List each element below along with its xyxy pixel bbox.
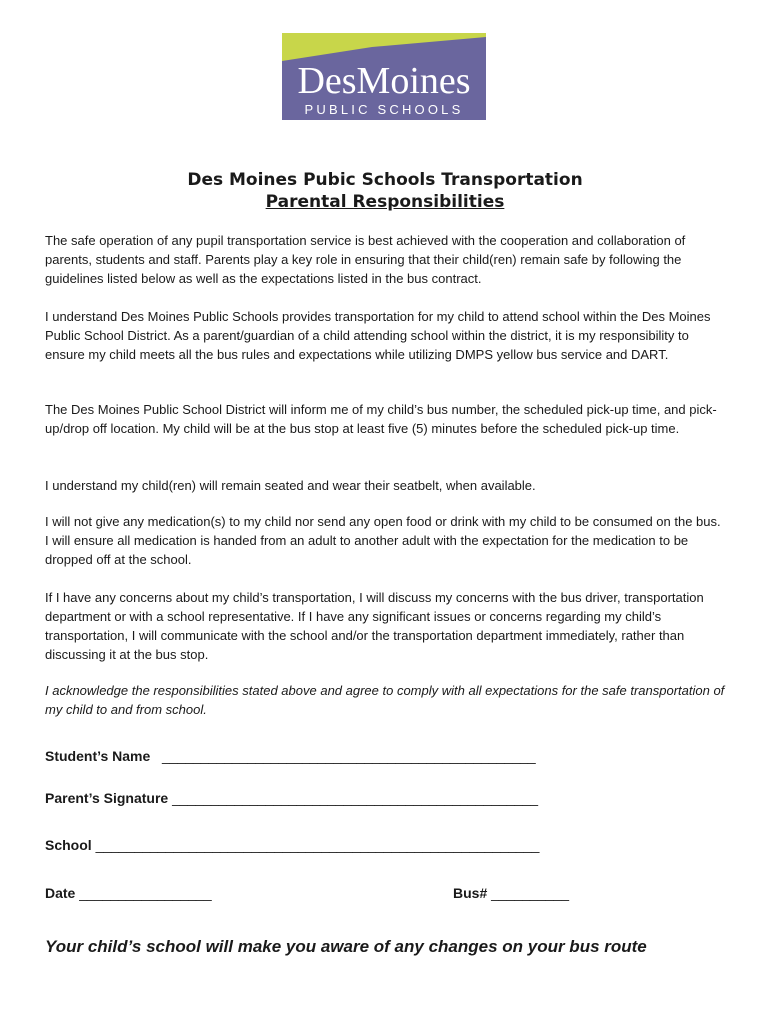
student-name-line[interactable]: ________________________________________________ <box>161 748 536 764</box>
paragraph-seatbelt: I understand my child(ren) will remain seated and wear their seatbelt, when available. <box>45 478 536 493</box>
footer-notice: Your child’s school will make you aware of any changes on your bus route <box>45 937 647 956</box>
student-name-field[interactable] <box>45 748 536 764</box>
date-line[interactable]: _________________ <box>79 885 212 901</box>
page-title: Des Moines Pubic Schools Transportation <box>187 170 583 190</box>
paragraph-concerns: If I have any concerns about my child’s transportation, I will discuss my concerns with the bus driver, transportation department or with a school representative. If I have any significant issues or concerns regarding my child’s transportation, I will communicate with the school and/or the transportation department immediately, rather than discussing it at the bus stop. <box>45 590 704 662</box>
parent-signature-label: Parent’s Signature <box>45 790 169 806</box>
student-name-label: Student’s Name <box>45 748 151 764</box>
bus-number-field[interactable] <box>453 885 569 901</box>
bus-number-label: Bus# <box>453 885 488 901</box>
bus-number-line[interactable]: __________ <box>491 885 569 901</box>
logo-name: DesMoines <box>297 60 471 102</box>
paragraph-bus-info: The Des Moines Public School District will inform me of my child’s bus number, the scheduled pick-up time, and pick-up/drop off location. My child will be at the bus stop at least five (5) minutes before the scheduled pick-up time. <box>45 402 717 436</box>
acknowledgement-statement: I acknowledge the responsibilities stated above and agree to comply with all expectations for the safe transportation of my child to and from school. <box>45 683 725 717</box>
dmps-logo <box>282 33 486 120</box>
school-label: School <box>45 837 92 853</box>
paragraph-district-transport: I understand Des Moines Public Schools provides transportation for my child to attend school within the Des Moines Public School District. As a parent/guardian of a child attending school within the district, it is my responsibility to ensure my child meets all the bus rules and expectations while utilizing DMPS yellow bus service and DART. <box>45 309 711 362</box>
date-label: Date <box>45 885 76 901</box>
document-heading <box>0 169 770 213</box>
page-subtitle: Parental Responsibilities <box>265 192 505 212</box>
paragraph-intro: The safe operation of any pupil transportation service is best achieved with the cooperation and collaboration of parents, students and staff. Parents play a key role in ensuring that their child(ren) remain safe by following the guidelines listed below as well as the expectations listed in the bus contract. <box>45 233 686 286</box>
logo-tagline: PUBLIC SCHOOLS <box>304 102 464 117</box>
parent-signature-line[interactable]: _______________________________________________ <box>172 790 539 806</box>
school-field[interactable] <box>45 837 539 853</box>
date-field[interactable] <box>45 885 212 901</box>
logo-graphic <box>282 33 486 120</box>
parent-signature-field[interactable] <box>45 790 538 806</box>
school-line[interactable]: _________________________________________________________ <box>95 837 540 853</box>
paragraph-medication: I will not give any medication(s) to my child nor send any open food or drink with my child to be consumed on the bus. I will ensure all medication is handed from an adult to another adult with the expectation for the medication to be dropped off at the school. <box>45 514 721 567</box>
